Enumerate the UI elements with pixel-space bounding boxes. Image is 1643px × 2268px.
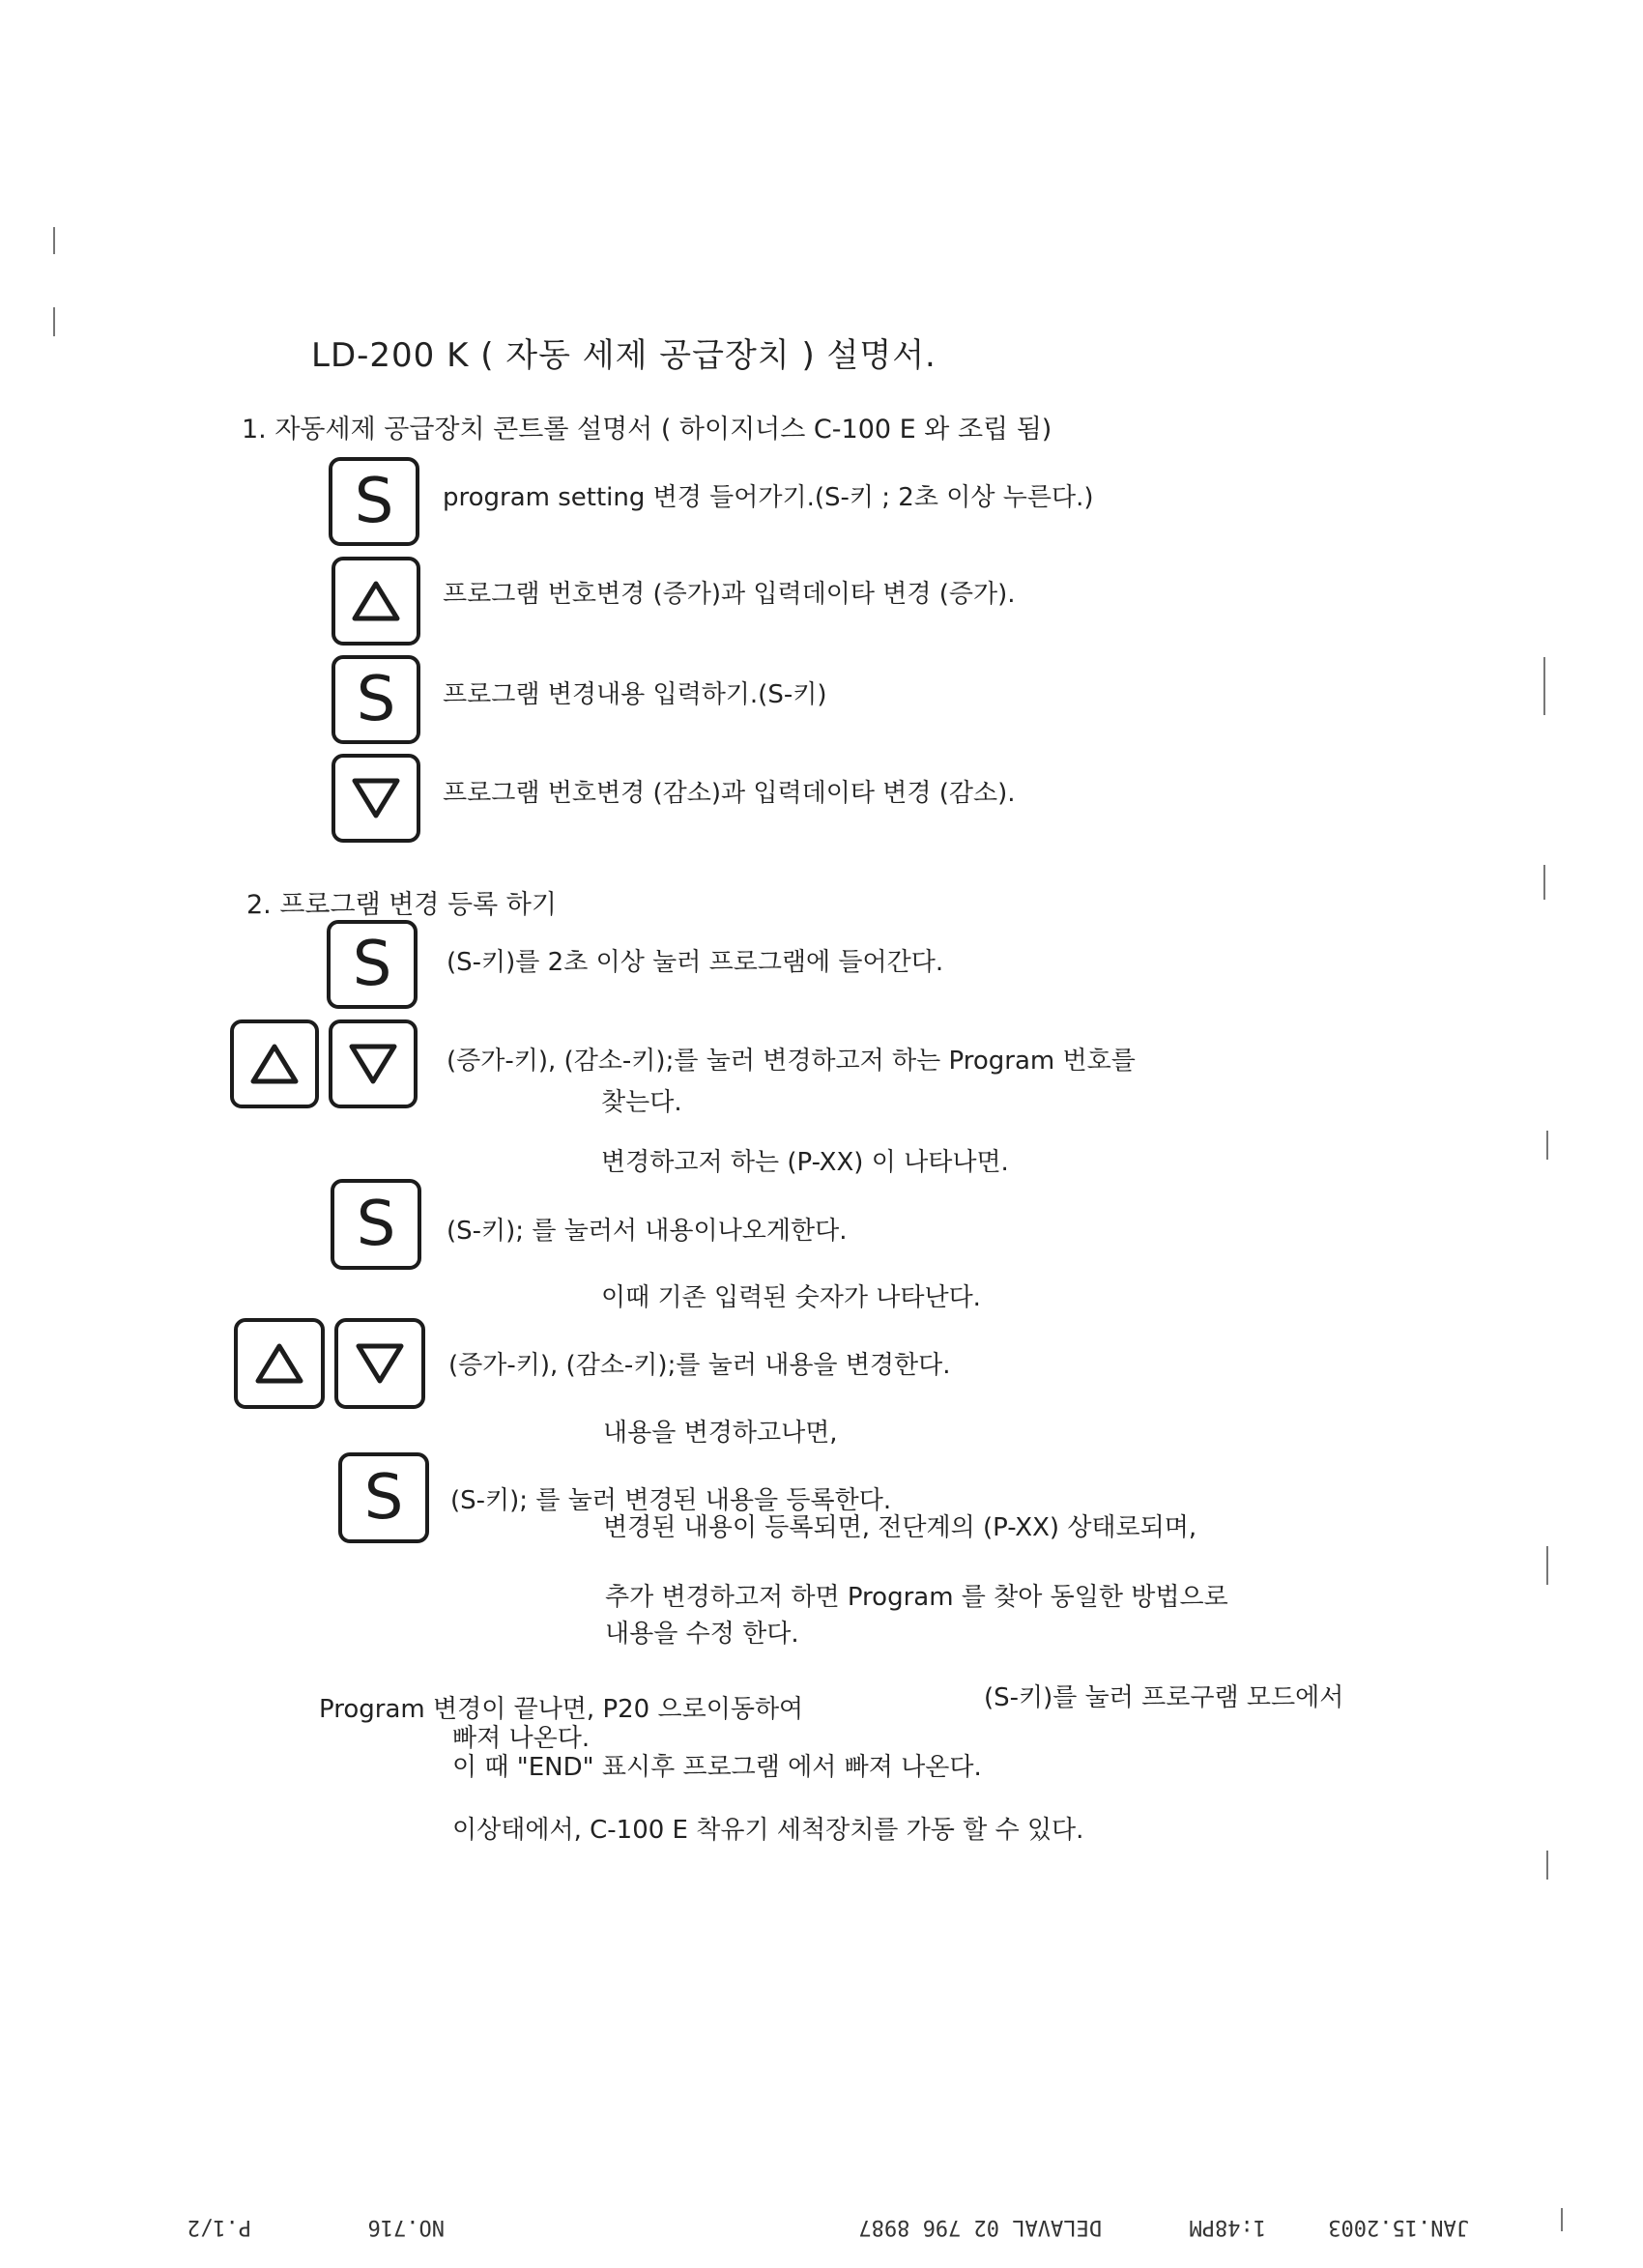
section-1-item-3: 프로그램 변경내용 입력하기.(S-키) [443,680,827,709]
section-1-item-4: 프로그램 번호변경 (감소)과 입력데이타 변경 (감소). [443,779,1016,808]
down-key-icon [331,754,420,843]
scan-mark [1543,657,1545,715]
s-key-icon: S [327,920,418,1009]
fax-header [0,2206,1643,2245]
step-2-line-1: (증가-키), (감소-키);를 눌러 변경하고저 하는 Program 번호를 [447,1047,1136,1076]
scan-mark [1546,1546,1548,1585]
fax-sender: DELAVAL 02 796 8987 [858,2215,1102,2239]
down-key-icon [329,1019,418,1108]
fax-time: 1:48PM [1189,2215,1266,2239]
s-key-icon: S [331,1179,421,1270]
step-2-line-2: 찾는다. [601,1088,682,1117]
closing-line-4: 이상태에서, C-100 E 착유기 세척장치를 가동 할 수 있다. [452,1816,1084,1845]
s-key-icon: S [338,1452,429,1543]
up-key-icon [331,557,420,646]
closing-line-3: 이 때 "END" 표시후 프로그램 에서 빠져 나온다. [452,1753,982,1782]
closing-line-1-right: (S-키)를 눌러 프로구램 모드에서 [984,1683,1344,1712]
step-2-line-3: 변경하고저 하는 (P-XX) 이 나타나면. [601,1148,1009,1177]
step-3-line-1: (S-키); 를 눌러서 내용이나오게한다. [447,1217,848,1246]
closing-line-2: 빠져 나온다. [452,1724,591,1753]
step-3-line-2: 이때 기존 입력된 숫자가 나타난다. [601,1283,981,1312]
scan-mark [1561,2208,1563,2231]
fax-date: JAN.15.2003 [1328,2215,1469,2239]
scan-mark [53,227,55,254]
s-key-icon: S [331,655,420,744]
document-title: LD-200 K ( 자동 세제 공급장치 ) 설명서. [311,336,937,375]
step-5-line-3: 추가 변경하고저 하면 Program 를 찾아 동일한 방법으로 [605,1583,1228,1612]
step-1-text: (S-키)를 2초 이상 눌러 프로그램에 들어간다. [447,948,944,977]
section-1-item-2: 프로그램 번호변경 (증가)과 입력데이타 변경 (증가). [443,580,1016,609]
step-4-line-1: (증가-키), (감소-키);를 눌러 내용을 변경한다. [448,1351,951,1380]
scan-mark [1546,1851,1548,1880]
scan-mark [53,307,55,336]
section-1-heading: 1. 자동세제 공급장치 콘트롤 설명서 ( 하이지너스 C-100 E 와 조립 됨) [242,415,1052,445]
step-5-line-4: 내용을 수정 한다. [605,1620,799,1649]
step-4-line-2: 내용을 변경하고나면, [603,1419,838,1448]
up-key-icon [230,1019,319,1108]
scan-mark [1546,1131,1548,1160]
s-key-icon: S [329,457,419,546]
section-2-heading: 2. 프로그램 변경 등록 하기 [246,890,557,920]
step-5-line-1: (S-키); 를 눌러 변경된 내용을 등록한다. [450,1486,892,1515]
step-5-line-2: 변경된 내용이 등록되면, 전단계의 (P-XX) 상태로되며, [603,1513,1197,1542]
up-key-icon [234,1318,325,1409]
scan-mark [1543,865,1545,900]
closing-line-1-left: Program 변경이 끝나면, P20 으로이동하여 [319,1695,804,1724]
fax-number: NO.716 [367,2215,445,2239]
section-1-item-1: program setting 변경 들어가기.(S-키 ; 2초 이상 누른다.) [443,483,1094,512]
down-key-icon [334,1318,425,1409]
fax-page: P.1/2 [187,2215,251,2239]
